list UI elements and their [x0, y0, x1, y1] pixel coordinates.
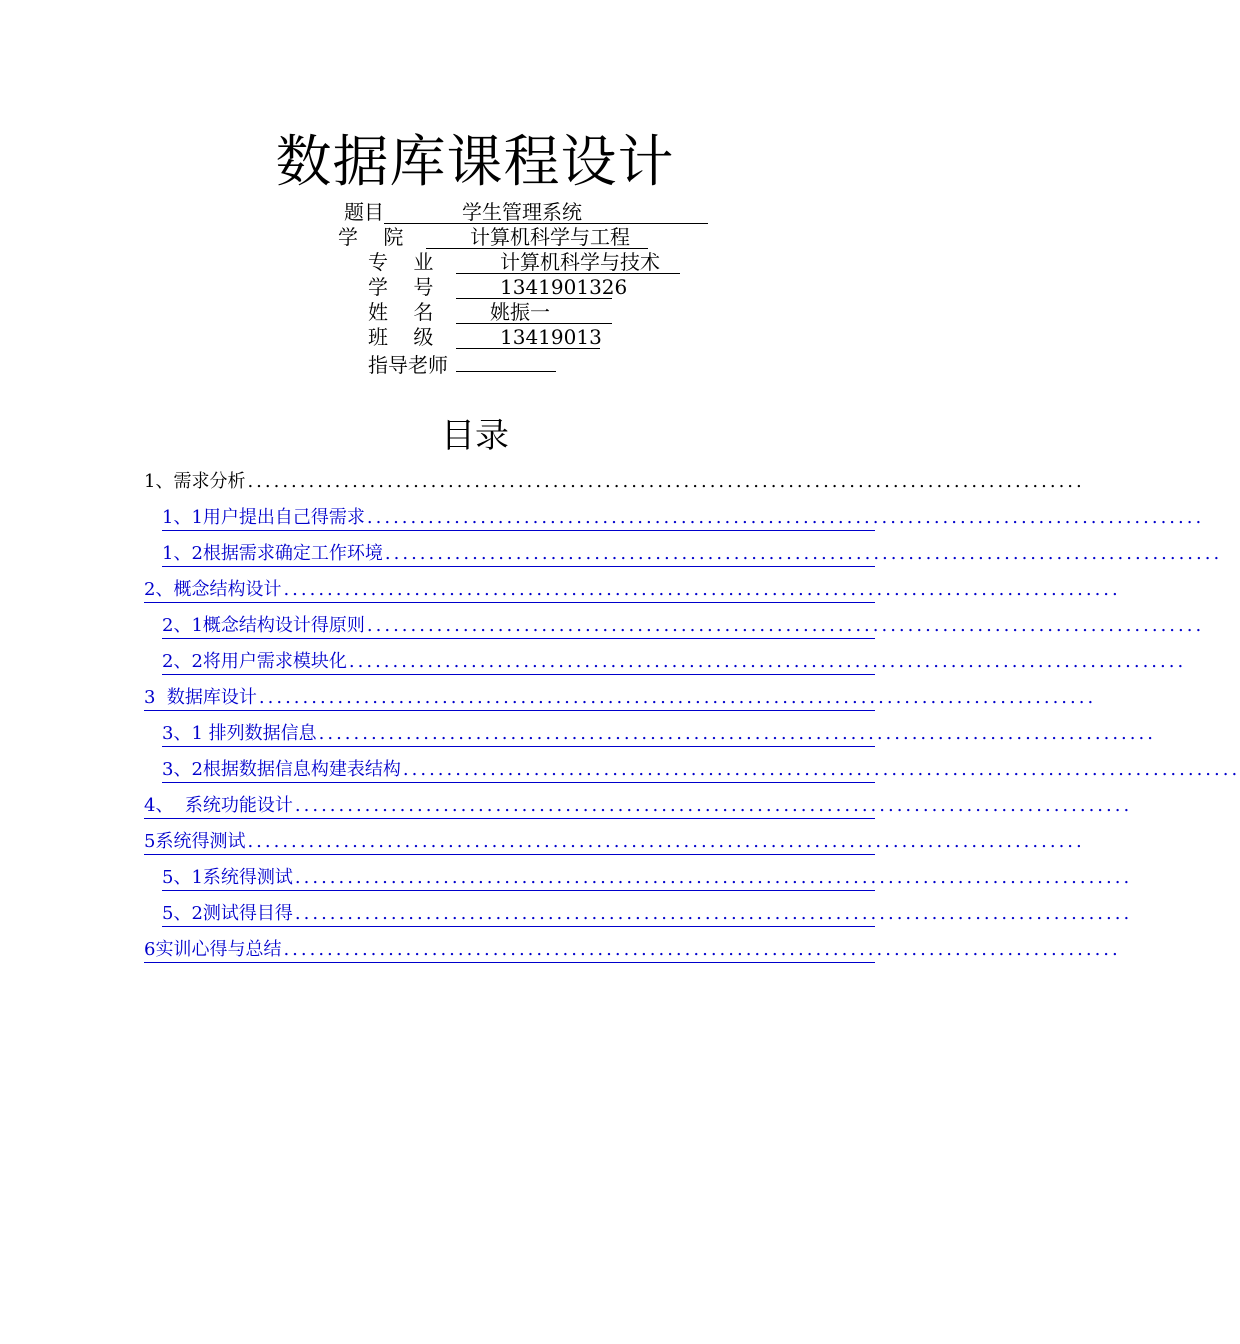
toc-entry-text: 2、2将用户需求模块化 [162, 651, 347, 672]
info-class [368, 325, 600, 349]
toc-entry-2-1[interactable] [162, 612, 1205, 639]
toc-entry-text: 3 数据库设计 [144, 687, 257, 708]
toc-entry-5-2[interactable] [162, 900, 1133, 927]
info-college [338, 225, 648, 249]
toc-leader-dots: ................................................................................................ [402, 759, 1240, 780]
info-class-label: 班 级 [368, 325, 434, 349]
toc-entry-text: 5、2测试得目得 [162, 903, 293, 924]
info-name-value: 姚振一 [456, 301, 612, 324]
toc-entry-text: 1、需求分析 [144, 471, 246, 492]
toc-leader-dots: ................................................................................................ [366, 507, 1205, 528]
toc-entry-3-1[interactable] [162, 720, 1156, 747]
toc-entry-text: 1、1用户提出自己得需求 [162, 507, 365, 528]
toc-entry-text: 6实训心得与总结 [144, 939, 282, 960]
info-advisor [368, 350, 556, 377]
toc-leader-dots: ................................................................................................ [283, 579, 1121, 600]
toc-leader-dots: ................................................................................................ [384, 543, 1223, 564]
toc-entry-5-1[interactable] [162, 864, 1133, 891]
info-student-id-value: 1341901326 [456, 276, 612, 299]
toc-leader-dots: ................................................................................................ [348, 651, 1187, 672]
toc-leader-dots: ................................................................................................ [294, 795, 1133, 816]
toc-entry-text: 3、1 排列数据信息 [162, 723, 317, 744]
info-major [368, 250, 680, 274]
info-topic-value: 学生管理系统 [384, 201, 708, 224]
toc-entry-3-2[interactable] [162, 756, 1240, 783]
toc-leader-dots: ................................................................................................ [294, 867, 1133, 888]
toc-leader-dots: ................................................................................................ [318, 723, 1156, 744]
info-name-label: 姓 名 [368, 300, 434, 324]
info-major-label: 专 业 [368, 250, 434, 274]
info-name [368, 300, 612, 324]
toc-entry-3[interactable] [144, 684, 1097, 711]
toc-entry-text: 2、概念结构设计 [144, 579, 282, 600]
toc-entry-text: 5系统得测试 [144, 831, 246, 852]
toc-entry-2-2[interactable] [162, 648, 1187, 675]
info-college-value: 计算机科学与工程 [426, 226, 648, 249]
toc-entry-5[interactable] [144, 828, 1085, 855]
toc-entry-1 [144, 468, 1085, 494]
toc-leader-dots: ................................................................................................ [366, 615, 1205, 636]
toc-leader-dots: ................................................................................................ [247, 831, 1085, 852]
info-student-id-label: 学 号 [368, 275, 434, 299]
toc-entry-text: 1、2根据需求确定工作环境 [162, 543, 383, 564]
toc-title: 目录 [441, 416, 509, 456]
toc-entry-6[interactable] [144, 936, 1121, 963]
toc-leader-dots: ................................................................................................ [283, 939, 1121, 960]
info-topic [344, 200, 708, 224]
toc-entry-text: 2、1概念结构设计得原则 [162, 615, 365, 636]
info-class-value: 13419013 [456, 326, 600, 349]
toc-leader-dots: ................................................................................................ [258, 687, 1097, 708]
toc-entry-4[interactable] [144, 792, 1133, 819]
toc-entry-text: 4、 系统功能设计 [144, 795, 293, 816]
toc-entry-text: 5、1系统得测试 [162, 867, 293, 888]
info-advisor-value [456, 350, 556, 372]
toc-entry-text: 3、2根据数据信息构建表结构 [162, 759, 401, 780]
toc-leader-dots: ................................................................................................ [294, 903, 1133, 924]
toc-leader-dots: ................................................................................................ [247, 471, 1085, 492]
info-college-label: 学 院 [338, 225, 404, 249]
info-student-id [368, 275, 628, 299]
info-major-value: 计算机科学与技术 [456, 251, 680, 274]
toc-entry-2[interactable] [144, 576, 1121, 603]
toc-entry-1-1[interactable] [162, 504, 1205, 531]
toc-entry-1-2[interactable] [162, 540, 1223, 567]
info-advisor-label: 指导老师 [368, 353, 448, 377]
document-title: 数据库课程设计 [275, 130, 675, 195]
info-topic-label: 题目 [344, 200, 384, 224]
